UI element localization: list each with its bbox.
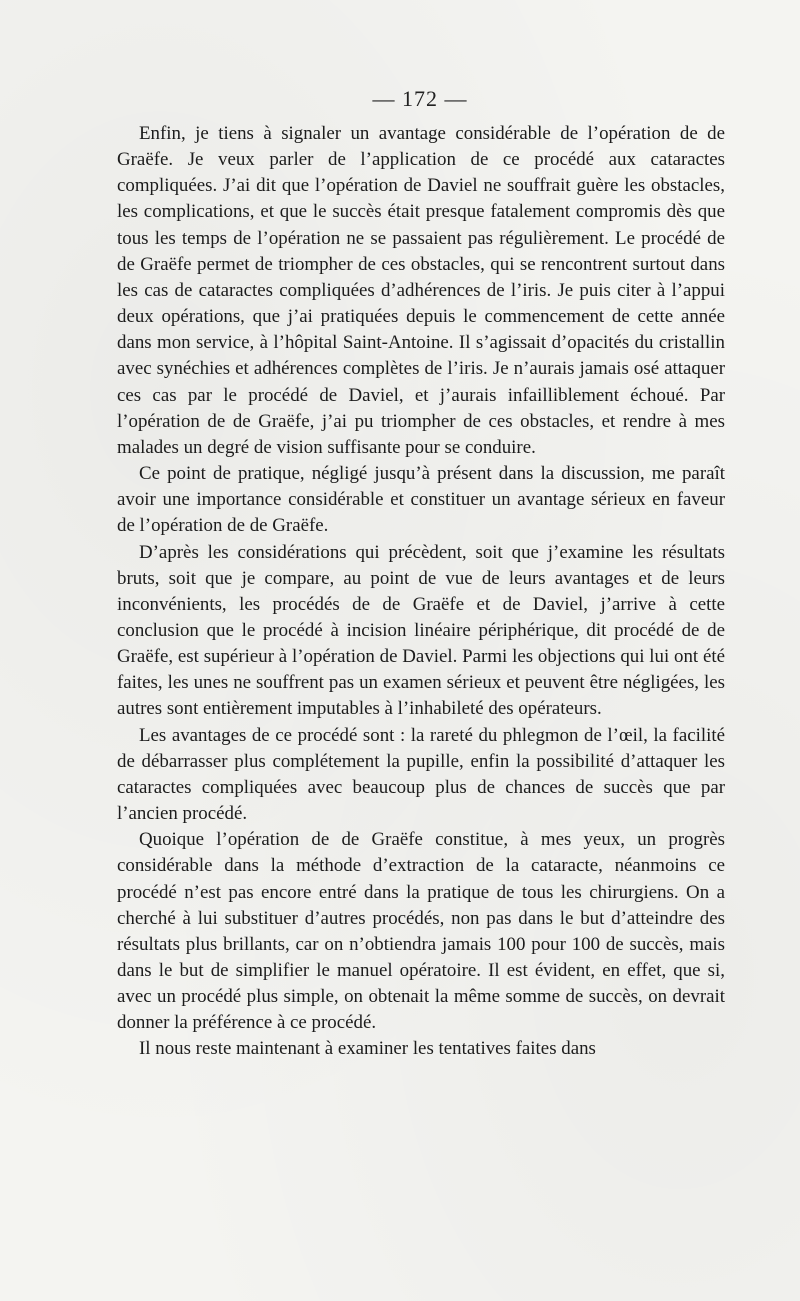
paragraph: D’après les considérations qui précèdent, soit que j’examine les résultats bruts, soit que je compare, au point de vue de leurs avantages et de leurs inconvénients, les procédés de de Graëfe et de Daviel, j’arrive à cette conclusion que le procédé à incision linéaire périphérique, dit procédé de de Graëfe, est supérieur à l’opération de Daviel. Parmi les objections qui lui ont été faites, les unes ne souffrent pas un examen sérieux et peuvent être négligées, les autres sont entièrement imputables à l’inhabileté des opérateurs. bbox=[117, 541, 725, 720]
paragraph: Enfin, je tiens à signaler un avantage considérable de l’opération de de Graëfe. Je veux parler de l’application de ce procédé aux cataractes compliquées. J’ai dit que l’opération de Daviel ne souffrait guère les obstacles, les complications, et que le succès était presque fatalement compromis dès que tous les temps de l’opération ne se passaient pas régulièrement. Le procédé de de Graëfe permet de triompher de ces obstacles, qui se rencontrent surtout dans les cas de cataractes compliquées d’adhérences de l’iris. Je puis citer à l’appui deux opérations, que j’ai pratiquées depuis le commencement de cette année dans mon service, à l’hôpital Saint-Antoine. Il s’agissait d’opacités du cristallin avec synéchies et adhérences complètes de l’iris. Je n’aurais jamais osé attaquer ces cas par le procédé de Daviel, et j’aurais infailliblement échoué. Par l’opération de de Graëfe, j’ai pu triompher de ces obstacles, et rendre à mes malades un degré de vision suffisante pour se conduire. bbox=[117, 123, 725, 458]
paragraph: Quoique l’opération de de Graëfe constitue, à mes yeux, un progrès considérable dans la méthode d’extraction de la cataracte, néanmoins ce procédé n’est pas encore entré dans la pratique de tous les chirurgiens. On a cherché à lui substituer d’autres procédés, non pas dans le but d’atteindre des résultats plus brillants, car on n’obtiendra jamais 100 pour 100 de succès, mais dans le but de simplifier le manuel opératoire. Il est évident, en effet, que si, avec un procédé plus simple, on obtenait la même somme de succès, on devrait donner la préférence à ce procédé. bbox=[117, 829, 725, 1034]
paragraph: Il nous reste maintenant à examiner les tentatives faites dans bbox=[139, 1038, 596, 1060]
page-number: — 172 — bbox=[372, 86, 468, 111]
paragraph: Les avantages de ce procédé sont : la rareté du phlegmon de l’œil, la facilité de débarrasser plus complétement la pupille, enfin la possibilité d’attaquer les cataractes compliquées avec beaucoup plus de chances de succès que par l’ancien procédé. bbox=[117, 724, 725, 825]
body-text bbox=[117, 121, 725, 1063]
paragraph: Ce point de pratique, négligé jusqu’à présent dans la discussion, me paraît avoir une importance considérable et constituer un avantage sérieux en faveur de l’opération de de Graëfe. bbox=[117, 463, 725, 537]
